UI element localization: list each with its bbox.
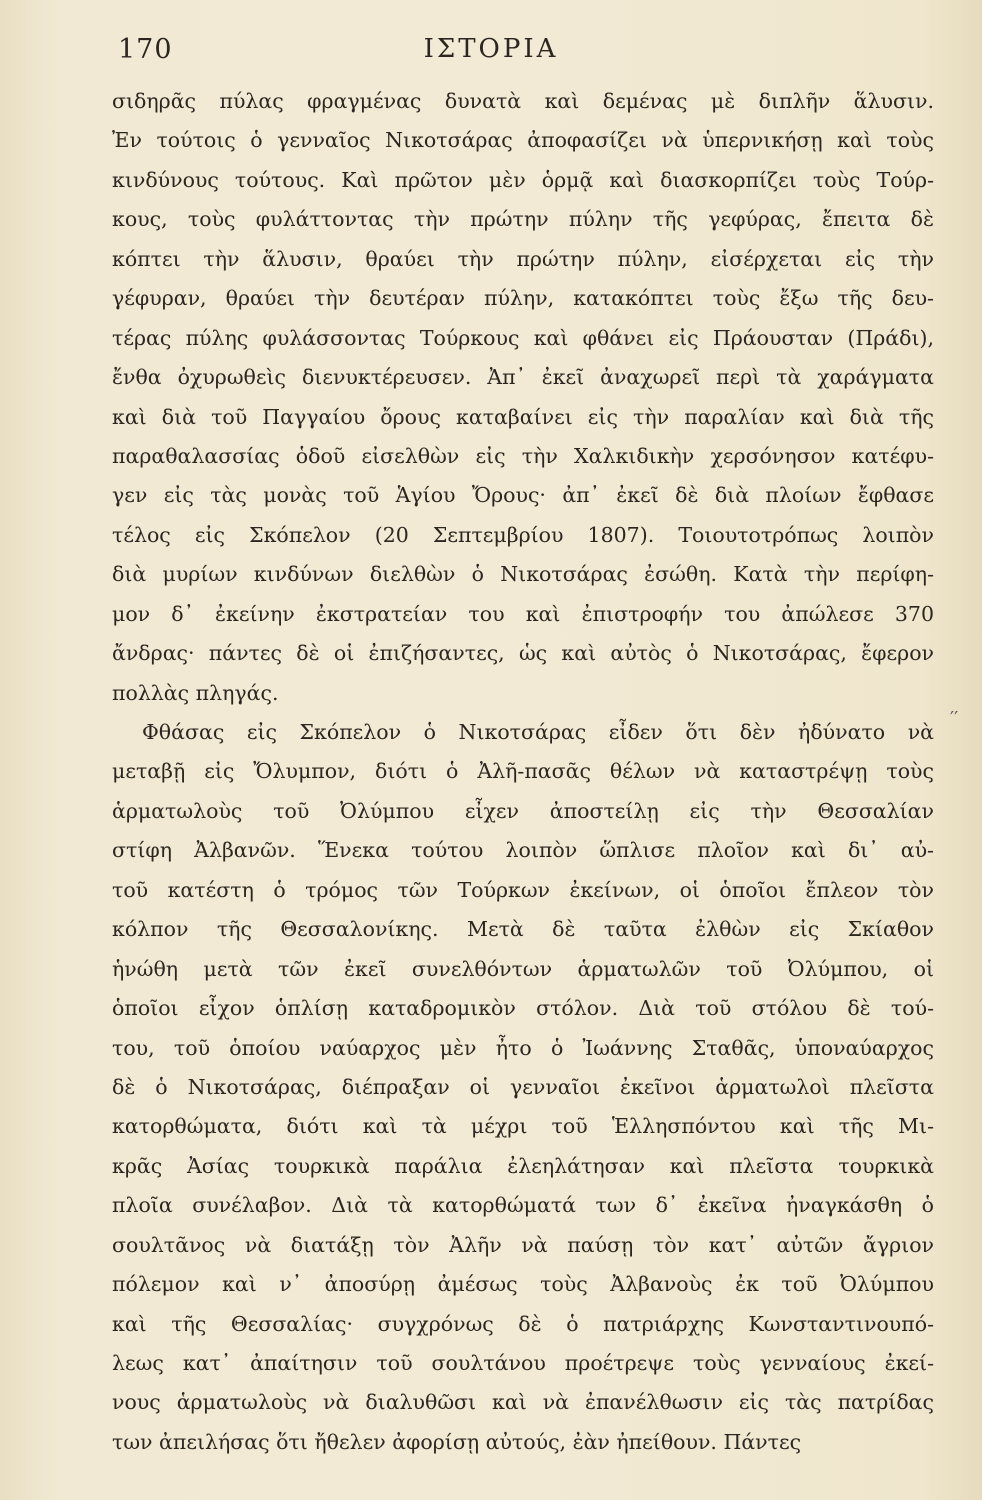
- paragraph: [112, 82, 934, 713]
- body-text: [112, 82, 934, 1462]
- text-line: τέρας πύλης φυλάσσοντας Τούρκους καὶ φθάνει εἰς Πράουσταν (Πράδι),: [112, 325, 934, 350]
- text-line: κόλπον τῆς Θεσσαλονίκης. Μετὰ δὲ ταῦτα ἐλθὼν εἰς Σκίαθον: [112, 917, 934, 942]
- text-line: πόλεμον καὶ ν᾽ ἀποσύρῃ ἀμέσως τοὺς Ἀλβανοὺς ἐκ τοῦ Ὀλύμπου: [112, 1272, 934, 1297]
- text-line: ὁποῖοι εἶχον ὁπλίσῃ καταδρομικὸν στόλον. Διὰ τοῦ στόλου δὲ τού-: [112, 996, 934, 1021]
- text-line: κινδύνους τούτους. Καὶ πρῶτον μὲν ὁρμᾷ καὶ διασκορπίζει τοὺς Τούρ-: [112, 167, 934, 192]
- text-line: Φθάσας εἰς Σκόπελον ὁ Νικοτσάρας εἶδεν ὅτι δὲν ἠδύνατο νὰ: [142, 720, 934, 744]
- text-line: μεταβῇ εἰς Ὄλυμπον, διότι ὁ Ἀλῆ-πασᾶς θέλων νὰ καταστρέψῃ τοὺς: [112, 759, 934, 784]
- text-line: νους ἁρματωλοὺς νὰ διαλυθῶσι καὶ νὰ ἐπανέλθωσιν εἰς τὰς πατρίδας: [112, 1390, 934, 1415]
- text-line: ἔνθα ὀχυρωθεὶς διενυκτέρευσεν. Ἀπ᾽ ἐκεῖ ἀναχωρεῖ περὶ τὰ χαράγματα: [112, 365, 934, 390]
- margin-mark: ′′: [950, 708, 959, 729]
- text-line: ἡνώθη μετὰ τῶν ἐκεῖ συνελθόντων ἁρματωλῶν τοῦ Ὀλύμπου, οἱ: [112, 956, 934, 981]
- text-line: κους, τοὺς φυλάττοντας τὴν πρώτην πύλην τῆς γεφύρας, ἔπειτα δὲ: [112, 207, 934, 232]
- text-line: τοῦ κατέστη ὁ τρόμος τῶν Τούρκων ἐκείνων, οἱ ὁποῖοι ἔπλεον τὸν: [112, 877, 934, 902]
- text-line: καὶ τῆς Θεσσαλίας· συγχρόνως δὲ ὁ πατριάρχης Κωνσταντινουπό-: [112, 1311, 934, 1336]
- text-line: κόπτει τὴν ἅλυσιν, θραύει τὴν πρώτην πύλην, εἰσέρχεται εἰς τὴν: [112, 246, 934, 271]
- text-line: τέλος εἰς Σκόπελον (20 Σεπτεμβρίου 1807). Τοιουτοτρόπως λοιπὸν: [112, 522, 934, 547]
- text-line: διὰ μυρίων κινδύνων διελθὼν ὁ Νικοτσάρας ἐσώθη. Κατὰ τὴν περίφη-: [112, 562, 934, 587]
- text-line: του, τοῦ ὁποίου ναύαρχος μὲν ἦτο ὁ Ἰωάννης Σταθᾶς, ὑποναύαρχος: [112, 1035, 934, 1060]
- text-line: παραθαλασσίας ὁδοῦ εἰσελθὼν εἰς τὴν Χαλκιδικὴν χερσόνησον κατέφυ-: [112, 443, 934, 468]
- text-line: καὶ διὰ τοῦ Παγγαίου ὄρους καταβαίνει εἰς τὴν παραλίαν καὶ διὰ τῆς: [112, 404, 934, 429]
- text-line: πολλὰς πληγάς.: [112, 680, 279, 705]
- text-line: λεως κατ᾽ ἀπαίτησιν τοῦ σουλτάνου προέτρεψε τοὺς γενναίους ἐκεί-: [112, 1351, 934, 1375]
- text-line: σουλτᾶνος νὰ διατάξῃ τὸν Ἀλῆν νὰ παύσῃ τὸν κατ᾽ αὐτῶν ἄγριον: [112, 1232, 934, 1257]
- text-line: γέφυραν, θραύει τὴν δευτέραν πύλην, κατακόπτει τοὺς ἔξω τῆς δευ-: [112, 286, 934, 311]
- text-line: ἄνδρας· πάντες δὲ οἱ ἐπιζήσαντες, ὡς καὶ αὐτὸς ὁ Νικοτσάρας, ἔφερον: [112, 641, 934, 666]
- text-line: πλοῖα συνέλαβον. Διὰ τὰ κατορθώματά των δ᾽ ἐκεῖνα ἠναγκάσθη ὁ: [112, 1193, 934, 1218]
- text-line: μον δ᾽ ἐκείνην ἐκστρατείαν του καὶ ἐπιστροφήν του ἀπώλεσε 370: [112, 601, 934, 626]
- text-line: γεν εἰς τὰς μονὰς τοῦ Ἁγίου Ὄρους· ἀπ᾽ ἐκεῖ δὲ διὰ πλοίων ἔφθασε: [112, 483, 934, 508]
- text-line: Ἐν τούτοις ὁ γενναῖος Νικοτσάρας ἀποφασίζει νὰ ὑπερνικήσῃ καὶ τοὺς: [112, 128, 934, 153]
- text-line: κατορθώματα, διότι καὶ τὰ μέχρι τοῦ Ἑλλησπόντου καὶ τῆς Μι-: [112, 1114, 934, 1139]
- text-line: στίφη Ἀλβανῶν. Ἕνεκα τούτου λοιπὸν ὥπλισε πλοῖον καὶ δι᾽ αὐ-: [112, 838, 934, 863]
- text-line: των ἀπειλήσας ὅτι ἤθελεν ἀφορίσῃ αὐτούς, ἐὰν ἠπείθουν. Πάντες: [112, 1429, 802, 1454]
- paragraph: [112, 713, 934, 1462]
- text-line: κρᾶς Ἀσίας τουρκικὰ παράλια ἐλεηλάτησαν καὶ πλεῖστα τουρκικὰ: [112, 1153, 934, 1178]
- page-number: 170: [118, 34, 173, 65]
- running-title: ΙΣΤΟΡΙΑ: [423, 34, 559, 64]
- page-header: [0, 34, 982, 74]
- text-line: σιδηρᾶς πύλας φραγμένας δυνατὰ καὶ δεμένας μὲ διπλῆν ἅλυσιν.: [112, 89, 934, 113]
- text-line: ἁρματωλοὺς τοῦ Ὀλύμπου εἶχεν ἀποστείλῃ εἰς τὴν Θεσσαλίαν: [112, 798, 934, 823]
- text-line: δὲ ὁ Νικοτσάρας, διέπραξαν οἱ γενναῖοι ἐκεῖνοι ἁρματωλοὶ πλεῖστα: [112, 1074, 934, 1099]
